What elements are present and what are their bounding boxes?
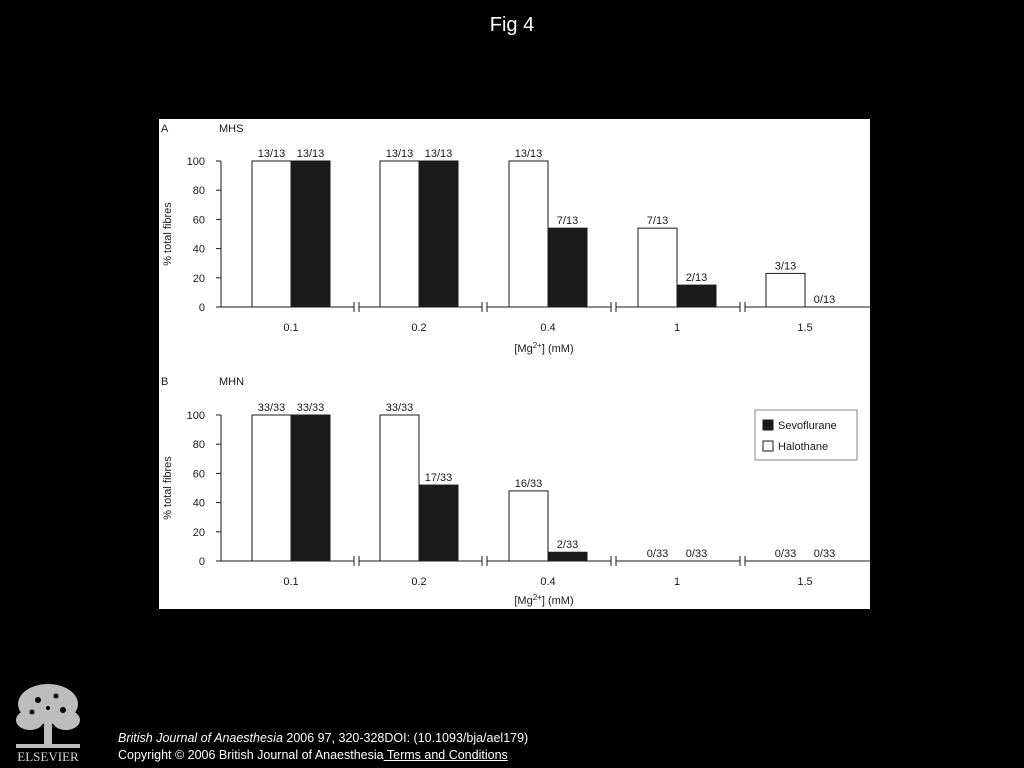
- y-tick-label: 60: [192, 214, 205, 227]
- bar-halothane: [252, 161, 291, 307]
- bar-halothane: [638, 228, 677, 307]
- data-label-halothane: 33/33: [257, 402, 286, 414]
- x-tick-label: 0.2: [411, 322, 427, 334]
- data-label-sevoflurane: 0/13: [813, 294, 836, 306]
- x-tick-label: 1: [673, 322, 681, 334]
- bar-sevoflurane: [419, 485, 458, 561]
- elsevier-logo-text: ELSEVIER: [17, 749, 79, 764]
- data-label-sevoflurane: 13/13: [296, 148, 325, 160]
- panel-title: MHN: [219, 376, 245, 388]
- x-tick-label: 0.2: [411, 576, 427, 588]
- panel-title: MHS: [219, 123, 244, 135]
- bar-sevoflurane: [548, 228, 587, 307]
- citation-line: [118, 730, 528, 747]
- data-label-sevoflurane: 0/33: [813, 548, 836, 560]
- axis-break-gap: [354, 304, 359, 310]
- legend-swatch-halothane: [763, 441, 773, 451]
- data-label-sevoflurane: 2/33: [556, 539, 579, 552]
- x-axis-title: $[Mg^{2+}]$ (mM): [514, 341, 574, 355]
- slide-title: Fig 4: [489, 14, 535, 36]
- axis-break-gap: [354, 558, 359, 564]
- x-tick-label: 1: [673, 576, 681, 588]
- data-label-halothane: 3/13: [774, 260, 797, 273]
- axis-break-gap: [740, 304, 745, 310]
- y-tick-label: 100: [186, 410, 205, 422]
- bar-halothane: [380, 161, 419, 307]
- bar-halothane: [509, 491, 548, 561]
- y-axis-title: % total fibres: [162, 456, 174, 520]
- y-tick-label: 80: [192, 439, 205, 452]
- legend-label: Sevoflurane: [778, 420, 837, 432]
- bar-halothane: [380, 415, 419, 561]
- axis-break-gap: [611, 558, 616, 564]
- data-label-sevoflurane: 17/33: [424, 472, 453, 485]
- bar-sevoflurane: [548, 552, 587, 561]
- x-tick-label: 1.5: [797, 576, 813, 588]
- y-tick-label: 0: [198, 556, 205, 568]
- citation-block: [118, 730, 528, 764]
- legend-label: Halothane: [778, 441, 829, 453]
- elsevier-logo: [8, 682, 88, 764]
- x-tick-label: 1.5: [797, 322, 813, 334]
- bar-sevoflurane: [291, 415, 330, 561]
- bar-sevoflurane: [419, 161, 458, 307]
- panel-letter: B: [161, 376, 169, 388]
- y-axis-title: % total fibres: [162, 202, 174, 266]
- axis-break-gap: [740, 558, 745, 564]
- bar-halothane: [252, 415, 291, 561]
- panel-letter: A: [161, 123, 169, 135]
- y-tick-label: 100: [186, 156, 205, 168]
- data-label-halothane: 13/13: [514, 148, 543, 160]
- data-label-sevoflurane: 33/33: [296, 402, 325, 414]
- copyright-line: [118, 747, 528, 764]
- x-tick-label: 0.1: [283, 322, 299, 334]
- chart-svg: [159, 119, 870, 609]
- x-axis-title: $[Mg^{2+}]$ (mM): [514, 593, 574, 607]
- bar-sevoflurane: [677, 285, 716, 307]
- journal-name: British Journal of Anaesthesia: [118, 731, 283, 745]
- bar-halothane: [766, 273, 805, 307]
- data-label-halothane: 7/13: [646, 215, 669, 228]
- data-label-halothane: 0/33: [646, 548, 669, 560]
- y-tick-label: 40: [192, 243, 205, 256]
- data-label-halothane: 0/33: [774, 548, 797, 560]
- terms-link[interactable]: Terms and Conditions: [383, 748, 508, 762]
- data-label-halothane: 13/13: [385, 148, 414, 160]
- axis-break-gap: [482, 558, 487, 564]
- axis-break-gap: [611, 304, 616, 310]
- x-tick-label: 0.1: [283, 576, 299, 588]
- data-label-sevoflurane: 13/13: [424, 148, 453, 160]
- y-tick-label: 0: [198, 302, 205, 314]
- citation-details: 2006 97, 320-328DOI: (10.1093/bja/ael179): [282, 731, 529, 745]
- y-tick-label: 20: [192, 272, 205, 285]
- axis-break-gap: [482, 304, 487, 310]
- data-label-sevoflurane: 7/13: [556, 215, 579, 228]
- data-label-halothane: 33/33: [385, 402, 414, 414]
- data-label-halothane: 13/13: [257, 148, 286, 160]
- y-tick-label: 40: [192, 497, 205, 510]
- legend-swatch-sevoflurane: [763, 420, 773, 430]
- data-label-halothane: 16/33: [514, 477, 543, 490]
- x-tick-label: 0.4: [540, 576, 556, 588]
- data-label-sevoflurane: 2/13: [685, 272, 708, 285]
- bar-sevoflurane: [291, 161, 330, 307]
- x-tick-label: 0.4: [540, 322, 556, 334]
- y-tick-label: 20: [192, 526, 205, 539]
- y-tick-label: 80: [192, 185, 205, 198]
- bar-halothane: [509, 161, 548, 307]
- figure-panel: [159, 119, 870, 609]
- y-tick-label: 60: [192, 468, 205, 481]
- copyright-text: Copyright © 2006 British Journal of Anaesthesia: [118, 748, 384, 762]
- data-label-sevoflurane: 0/33: [685, 548, 708, 560]
